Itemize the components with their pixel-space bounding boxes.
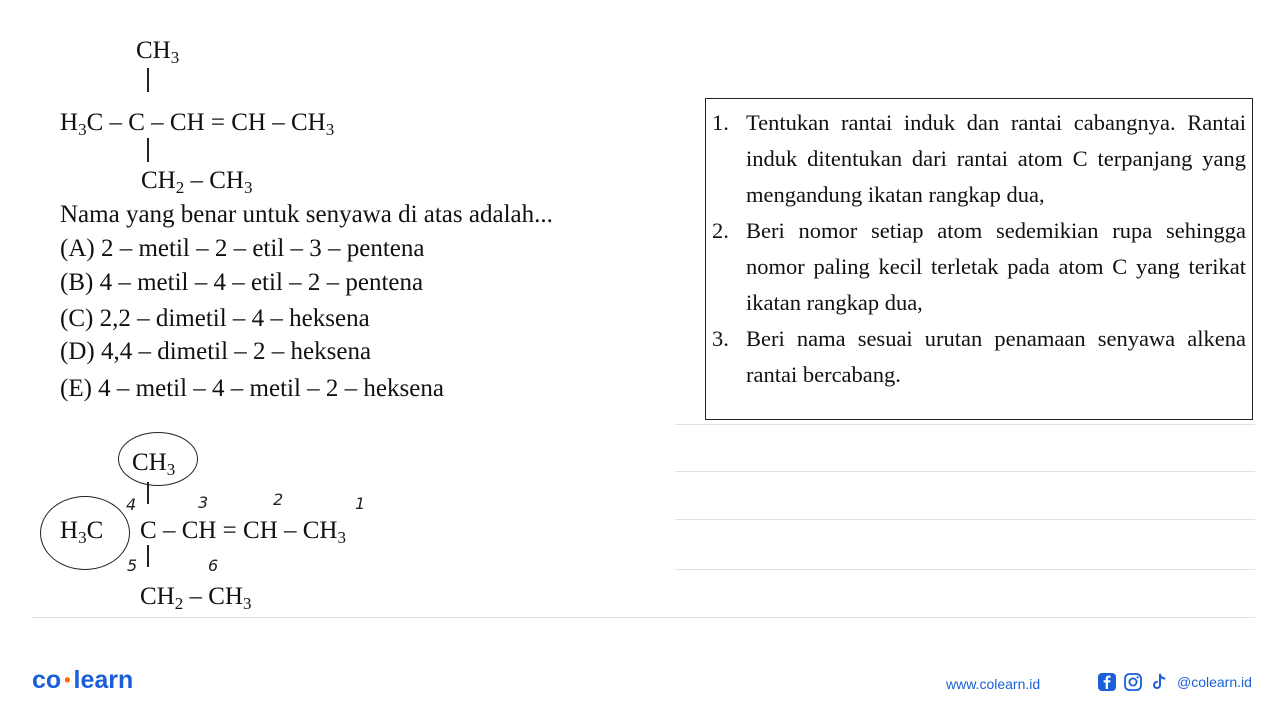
step-text: Beri nama sesuai urutan penamaan senyawa alkena rantai bercabang. (746, 326, 1246, 387)
social-links (1097, 672, 1252, 692)
tiktok-icon[interactable] (1149, 672, 1169, 692)
question-text: Nama yang benar untuk senyawa di atas adalah... (60, 201, 553, 228)
carbon-number-2: 2 (273, 490, 284, 509)
bond-bottom (147, 138, 149, 162)
carbon-number-3: 3 (198, 493, 209, 512)
annotated-main-chain: C – CH = CH – $CH_3$ (140, 517, 346, 547)
step-number: 1. (712, 110, 729, 135)
option-d[interactable]: (D) 4,4 – dimetil – 2 – heksena (60, 338, 372, 365)
ruled-line (675, 471, 1255, 472)
annotated-methyl-top: $CH_3$ (132, 449, 176, 479)
ruled-line (675, 569, 1255, 570)
methyl-top: $CH_3$ (136, 37, 180, 67)
option-b[interactable]: (B) 4 – metil – 4 – etil – 2 – pentena (60, 269, 424, 296)
footer (0, 640, 1280, 720)
annotated-ethyl: $CH_2 - CH_3$ (140, 583, 252, 613)
bond-bottom (147, 545, 149, 567)
bond-top (147, 482, 149, 504)
bond-top (147, 68, 149, 92)
ruled-line (32, 617, 1255, 618)
step-text: Beri nomor setiap atom sedemikian rupa sehingga nomor paling kecil terletak pada atom C yang terikat ikatan rangkap dua, (746, 218, 1246, 315)
step-number: 2. (712, 218, 729, 243)
step-number: 3. (712, 326, 729, 351)
option-c[interactable]: (C) 2,2 – dimetil – 4 – heksena (60, 305, 370, 332)
annotated-left-methyl: $H_3C$ (60, 517, 104, 547)
website-link[interactable]: www.colearn.id (946, 676, 1041, 692)
facebook-icon[interactable] (1097, 672, 1117, 692)
carbon-number-1: 1 (355, 494, 366, 513)
step-1 (712, 105, 1246, 213)
option-a[interactable]: (A) 2 – metil – 2 – etil – 3 – pentena (60, 235, 425, 262)
ruled-line (675, 424, 1255, 425)
instagram-icon[interactable] (1123, 672, 1143, 692)
steps-box (705, 98, 1253, 420)
carbon-number-5: 5 (127, 556, 138, 575)
step-2 (712, 213, 1246, 321)
social-handle[interactable]: @colearn.id (1177, 674, 1252, 690)
option-e[interactable]: (E) 4 – metil – 4 – metil – 2 – heksena (60, 375, 444, 402)
step-text: Tentukan rantai induk dan rantai cabangnya. Rantai induk ditentukan dari rantai atom C terpanjang yang mengandung ikatan rangkap dua, (746, 110, 1246, 207)
carbon-number-4: 4 (126, 495, 137, 514)
step-3 (712, 321, 1246, 393)
ruled-line (675, 519, 1255, 520)
main-chain: $H_3C$ – C – CH = CH – $CH_3$ (60, 109, 335, 139)
carbon-number-6: 6 (208, 556, 219, 575)
ethyl-bottom: $CH_2 - CH_3$ (141, 167, 253, 197)
colearn-logo: co • learn (32, 666, 134, 694)
